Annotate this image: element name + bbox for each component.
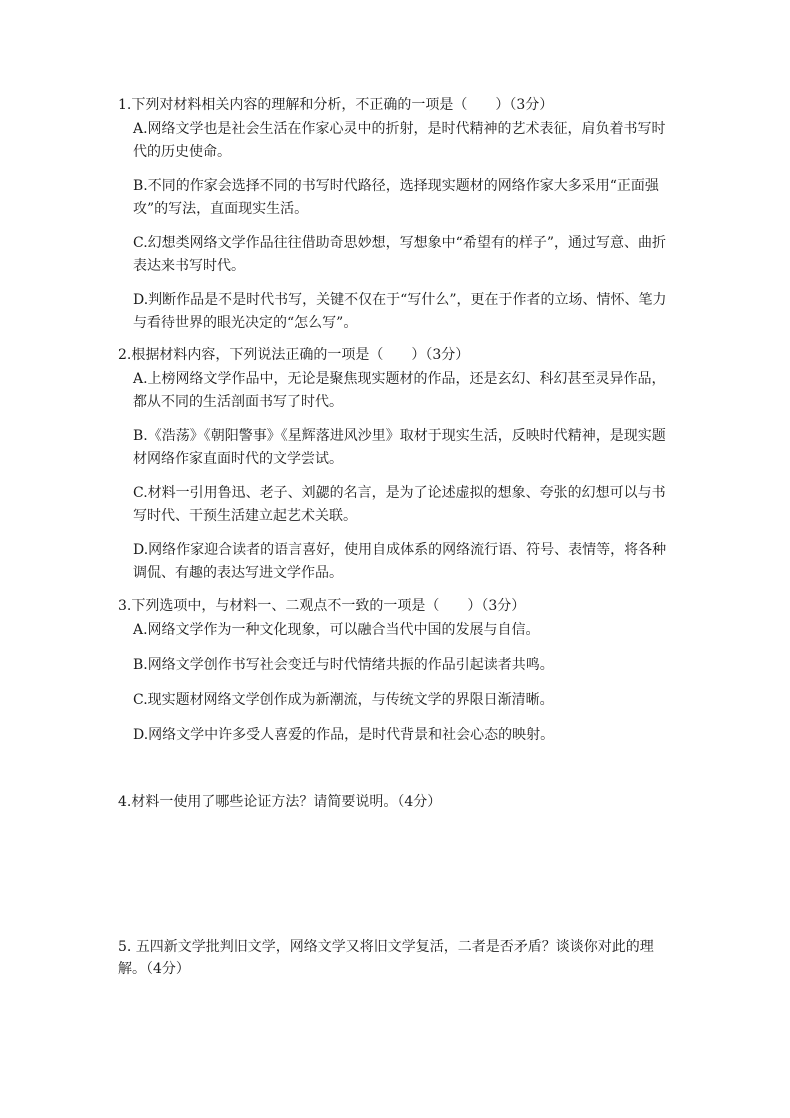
- question-2-option-c: C.材料一引用鲁迅、老子、刘勰的名言，是为了论述虚拟的想象、夸张的幻想可以与书写时代、干预生活建立起艺术关联。: [133, 485, 666, 524]
- question-2-option-d: D.网络作家迎合读者的语言喜好，使用自成体系的网络流行语、符号、表情等，将各种调侃、有趣的表达写进文学作品。: [133, 542, 667, 581]
- question-3-option-a: A.网络文学作为一种文化现象，可以融合当代中国的发展与自信。: [133, 622, 540, 638]
- question-2-stem: 2.根据材料内容，下列说法正确的一项是（ ）（3分）: [118, 347, 470, 363]
- question-2-option-a: A.上榜网络文学作品中，无论是聚焦现实题材的作品，还是玄幻、科幻甚至灵异作品，都从不同的生活剖面书写了时代。: [133, 371, 666, 410]
- question-3-option-d: D.网络文学中许多受人喜爱的作品，是时代背景和社会心态的映射。: [133, 727, 555, 743]
- question-4-stem: 4.材料一使用了哪些论证方法？请简要说明。（4分）: [118, 794, 442, 810]
- question-5-stem: 5. 五四新文学批判旧文学，网络文学又将旧文学复活，二者是否矛盾？谈谈你对此的理解。（4分）: [118, 939, 654, 977]
- question-1-stem: 1.下列对材料相关内容的理解和分析，不正确的一项是（ ）（3分）: [118, 97, 554, 113]
- question-2-option-b: B.《浩荡》《朝阳警事》《星辉落进风沙里》取材于现实生活，反映时代精神，是现实题材网络作家直面时代的文学尝试。: [133, 428, 666, 467]
- question-3-option-b: B.网络文学创作书写社会变迁与时代情绪共振的作品引起读者共鸣。: [133, 657, 554, 673]
- question-3-option-c: C.现实题材网络文学创作成为新潮流，与传统文学的界限日渐清晰。: [133, 692, 554, 708]
- question-1-option-b: B.不同的作家会选择不同的书写时代路径，选择现实题材的网络作家大多采用“正面强攻”的写法，直面现实生活。: [133, 178, 659, 217]
- question-1-option-a: A.网络文学也是社会生活在作家心灵中的折射，是时代精神的艺术表征，肩负着书写时代的历史使命。: [133, 121, 666, 160]
- question-3-stem: 3.下列选项中，与材料一、二观点不一致的一项是（ ）（3分）: [118, 598, 526, 614]
- question-1-option-d: D.判断作品是不是时代书写，关键不仅在于“写什么”，更在于作者的立场、情怀、笔力与看待世界的眼光决定的“怎么写”。: [133, 292, 667, 331]
- question-1-option-c: C.幻想类网络文学作品往往借助奇思妙想，写想象中“希望有的样子”，通过写意、曲折表达来书写时代。: [133, 235, 666, 274]
